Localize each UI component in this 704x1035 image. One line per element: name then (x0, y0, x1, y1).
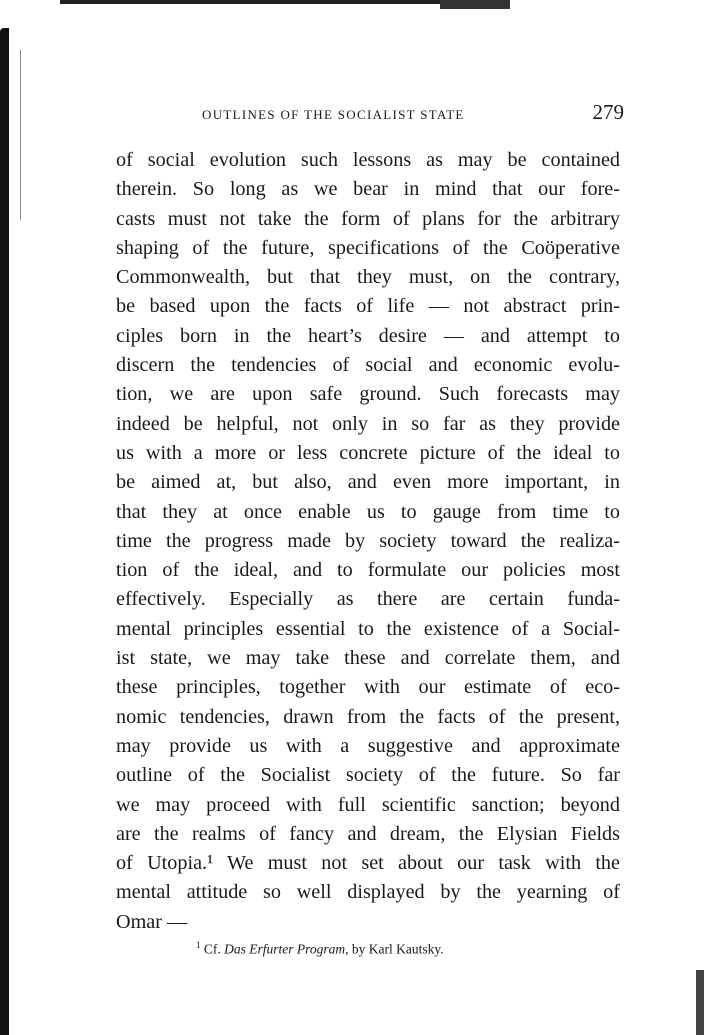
footnote-title: Das Erfurter Program, (224, 941, 349, 957)
running-head: OUTLINES OF THE SOCIALIST STATE (202, 107, 465, 122)
text-line: indeed be helpful, not only in so far as they provide (116, 412, 620, 435)
text-line: that they at once enable us to gauge from time to (116, 500, 620, 523)
footnote-prefix: Cf. (203, 941, 221, 957)
footnote-marker: 1 (196, 940, 201, 950)
footnote (196, 940, 444, 958)
text-line: us with a more or less concrete picture of the ideal to (116, 441, 620, 464)
text-line: outline of the Socialist society of the future. So far (116, 764, 620, 787)
scan-edge-left-line (20, 50, 21, 220)
text-line: effectively. Especially as there are certain funda- (116, 588, 620, 611)
text-line: therein. So long as we bear in mind that our fore- (116, 178, 620, 201)
text-line: we may proceed with full scientific sanction; beyond (116, 793, 620, 816)
text-line: ist state, we may take these and correlate them, and (116, 647, 620, 670)
text-line: Commonwealth, but that they must, on the contrary, (116, 266, 620, 289)
text-line: time the progress made by society toward the realiza- (116, 529, 620, 552)
text-line: Omar — (116, 910, 188, 933)
scan-edge-left (0, 28, 9, 1035)
text-line: be aimed at, but also, and even more important, in (116, 471, 620, 494)
text-line: shaping of the future, specifications of the Coöperative (116, 236, 620, 259)
text-line: nomic tendencies, drawn from the facts of the present, (116, 705, 620, 728)
body-text (116, 146, 620, 937)
text-line: mental principles essential to the existence of a Social- (116, 617, 620, 640)
text-line: discern the tendencies of social and economic evolu- (116, 354, 620, 377)
page-header (118, 100, 624, 130)
scan-edge-right (696, 970, 704, 1035)
text-line: may provide us with a suggestive and approximate (116, 734, 620, 757)
page-number: 279 (592, 100, 624, 124)
text-line: casts must not take the form of plans for the arbitrary (116, 207, 620, 230)
text-line: these principles, together with our estimate of eco- (116, 676, 620, 699)
scan-edge-top-mark (440, 0, 510, 9)
text-line: of Utopia.¹ We must not set about our task with the (116, 852, 620, 875)
text-line: mental attitude so well displayed by the yearning of (116, 881, 620, 904)
text-line: ciples born in the heart’s desire — and attempt to (116, 324, 620, 347)
text-line: of social evolution such lessons as may be contained (116, 149, 620, 171)
text-line: tion of the ideal, and to formulate our policies most (116, 559, 620, 582)
text-line: are the realms of fancy and dream, the Elysian Fields (116, 822, 620, 845)
footnote-suffix: by Karl Kautsky. (351, 941, 444, 957)
text-line: be based upon the facts of life — not abstract prin- (116, 295, 620, 318)
text-line: tion, we are upon safe ground. Such forecasts may (116, 383, 620, 406)
